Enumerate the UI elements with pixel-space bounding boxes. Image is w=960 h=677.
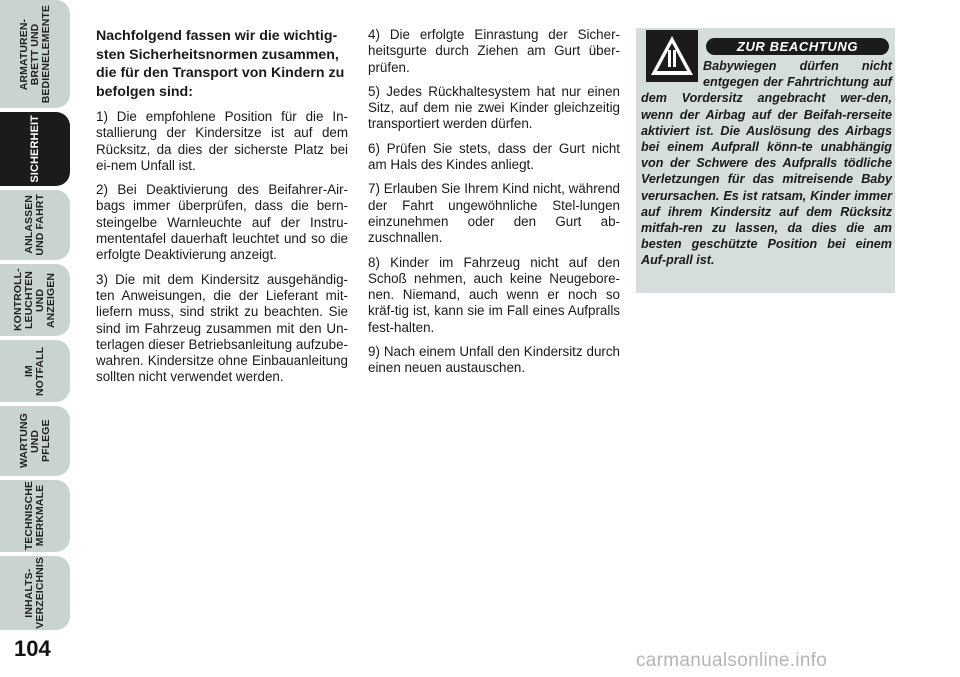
sidebar-tab-label: ARMATUREN- BRETT UND BEDIENELEMENTE [17,4,52,104]
rule-7: 7) Erlauben Sie Ihrem Kind nicht, während der Fahrt ungewöhnliche Stel-lungen einzunehmen oder den Gurt ab-zuschnallen. [368,181,620,246]
sidebar-tab-label: ANLASSEN UND FAHRT [23,194,46,256]
sidebar-tab-inhaltsverzeichnis[interactable] [0,556,70,630]
sidebar-tab-technische-merkmale[interactable] [0,480,70,552]
text-column-middle [368,27,620,385]
rule-2: 2) Bei Deaktivierung des Beifahrer-Air-bags immer überprüfen, dass die bern-steingelbe Warnleuchte auf der Instru-mententafel dauerhaft leuchtet und so die erfolgte Deaktivierung anzeigt. [96,182,348,263]
sidebar-tab-im-notfall[interactable] [0,340,70,402]
watermark: carmanualsonline.info [636,650,828,671]
sidebar-tab-anlassen[interactable] [0,190,70,260]
rule-4: 4) Die erfolgte Einrastung der Sicher-heitsgurte durch Ziehen am Gurt über-prüfen. [368,27,620,75]
rule-5: 5) Jedes Rückhaltesystem hat nur einen Sitz, auf dem nie zwei Kinder gleichzeitig transportiert werden dürfen. [368,83,620,132]
icon-spacer [641,58,703,86]
text-column-left [96,27,348,394]
page-number: 104 [14,636,51,661]
rule-6: 6) Prüfen Sie stets, dass der Gurt nicht am Hals des Kindes anliegt. [368,140,620,173]
sidebar-tab-label: KONTROLL- LEUCHTEN UND ANZEIGEN [12,268,57,332]
sidebar-tab-label: INHALTS- VERZEICHNIS [23,557,46,629]
rule-3: 3) Die mit dem Kindersitz ausgehändig-ten Anweisungen, die der Lieferant mit-liefern muss, sind strikt zu beachten. Sie sind im Fahrzeug zusammen mit den Un-terlagen dieser Betriebsanleitung aufzube-wahren. Kindersitze ohne Einbauanleitung sollten nicht verwendet werden. [96,271,348,385]
rule-9: 9) Nach einem Unfall den Kindersitz durch einen neuen austauschen. [368,344,620,376]
warning-text-container [641,58,892,269]
sidebar-tab-kontrollleuchten[interactable] [0,264,70,336]
sidebar-tab-armaturenbrett[interactable] [0,0,70,108]
warning-text: Babywiegen dürfen nicht entgegen der Fahrtrichtung auf dem Vordersitz angebracht wer-den, wenn der Airbag auf der Beifah-rerseite aktiviert ist. Die Auslösung des Airbags bei einem Aufprall könn-te unabhängig von der Schwere des Aufpralls tödliche Verletzungen für das mitreisende Baby verursachen. Es ist ratsam, Kinder immer auf ihrem Kindersitz auf dem Rücksitz mitfah-ren zu lassen, da dies die am besten geschützte Position bei einem Auf-prall ist. [641,59,892,268]
sidebar-tab-wartung[interactable] [0,406,70,476]
rule-1: 1) Die empfohlene Position für die In-stallierung der Kindersitze ist auf dem Rücksitz, da dies der sicherste Platz bei ei-nem Unfall ist. [96,109,348,173]
sidebar-tab-sicherheit[interactable] [0,112,70,186]
sidebar-tab-label: WARTUNG UND PFLEGE [17,413,52,469]
sidebar-tab-label: TECHNISCHE MERKMALE [23,481,46,551]
warning-heading: ZUR BEACHTUNG [706,38,889,55]
sidebar-tab-label: IM NOTFALL [23,346,46,396]
rule-8: 8) Kinder im Fahrzeug nicht auf den Schoß nehmen, auch keine Neugebore-nen. Niemand, auch wenn er noch so kräf-tig ist, kann sie im Fall eines Aufpralls fest-halten. [368,254,620,335]
intro-heading: Nachfolgend fassen wir die wichtig-sten Sicherheitsnormen zusammen, die für den Transport von Kindern zu befolgen sind: [96,28,345,100]
sidebar-tab-label: SICHERHEIT [28,115,41,183]
warning-box [636,28,895,293]
